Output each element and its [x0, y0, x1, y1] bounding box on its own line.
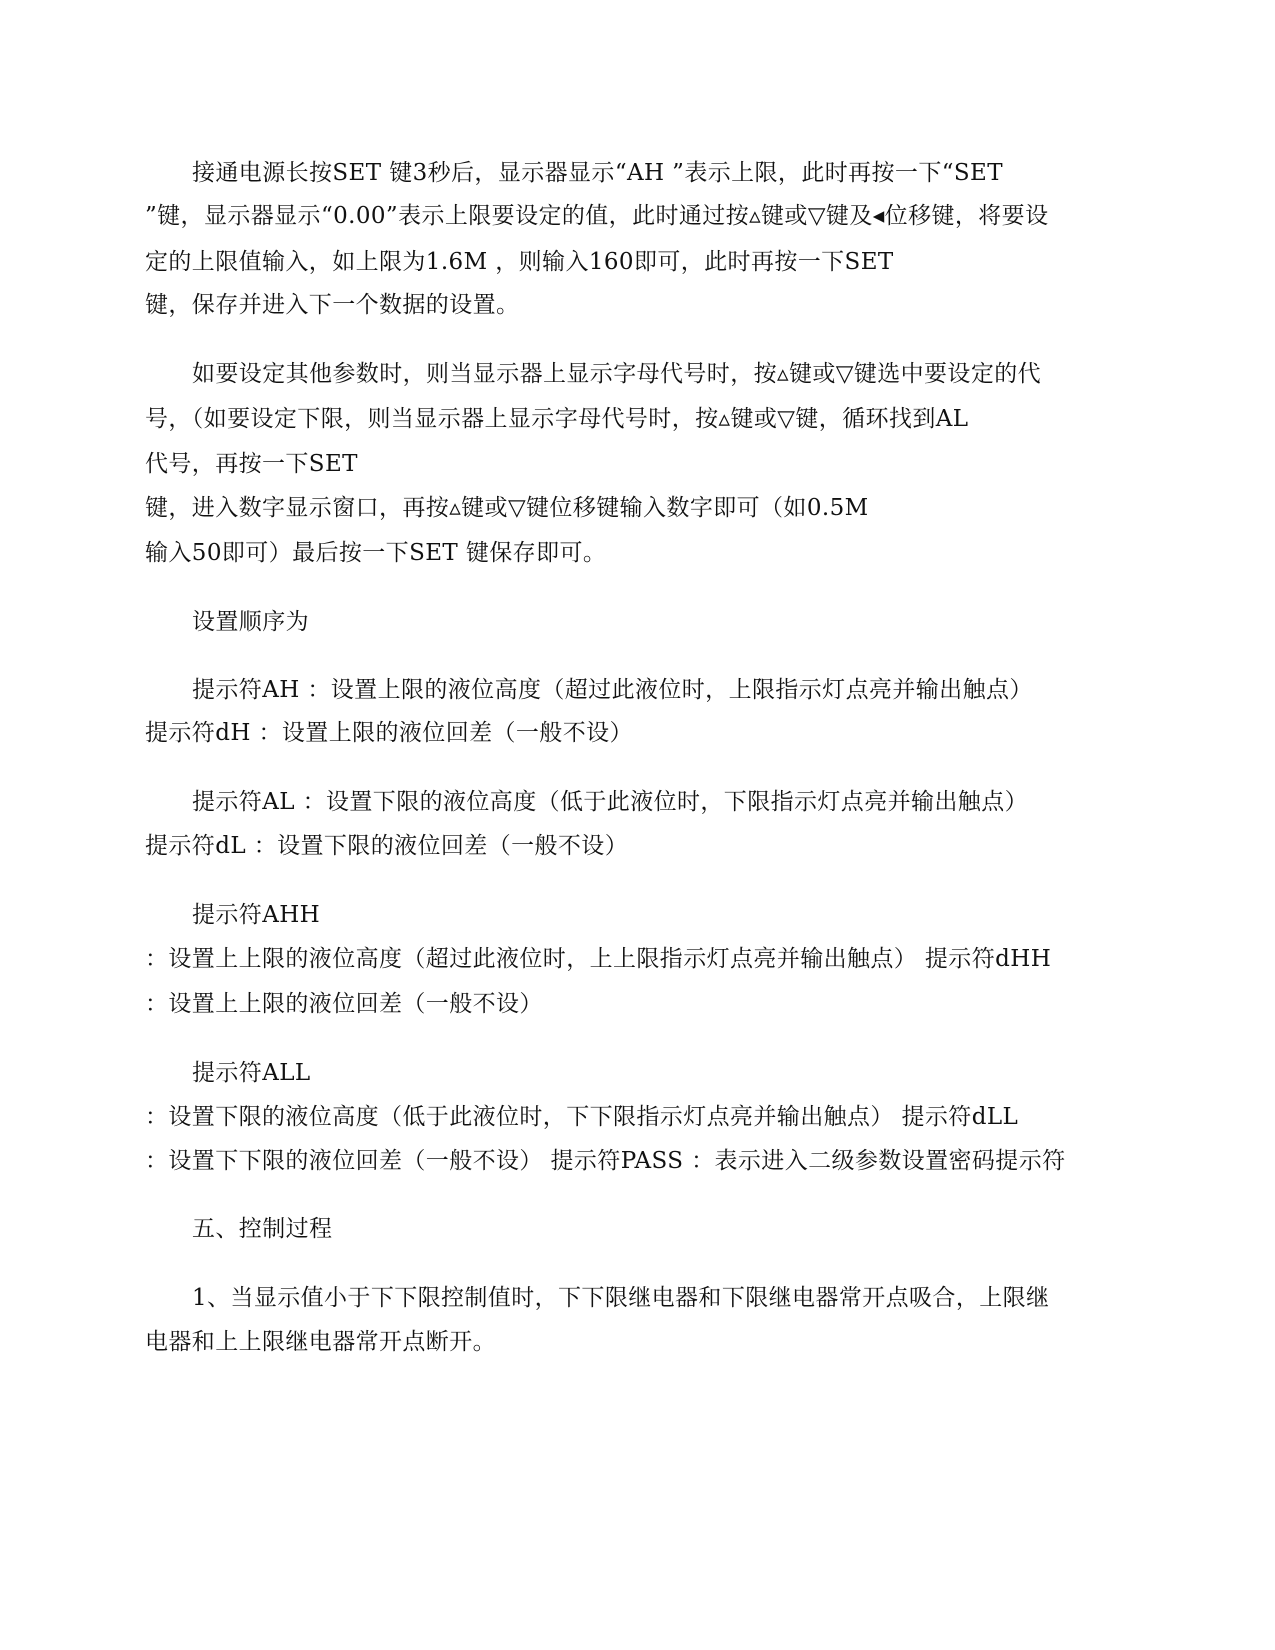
text-line: 1、当显示值小于下下限控制值时，下下限继电器和下限继电器常开点吸合，上限继: [192, 1285, 1050, 1311]
section-heading: 设置顺序为: [192, 609, 309, 635]
text-line: 定的上限值输入，如上限为1.6M ，则输入160即可，此时再按一下SET: [145, 249, 894, 275]
text-line: 提示符dL ：设置下限的液位回差（一般不设）: [145, 833, 629, 859]
text-line: 提示符ALL: [192, 1060, 311, 1086]
text-line: ：设置上上限的液位回差（一般不设）: [145, 991, 543, 1017]
text-line: 号，（如要设定下限，则当显示器上显示字母代号时，按▵键或▽键，循环找到AL: [145, 406, 969, 432]
text-line: 提示符AHH: [192, 902, 321, 928]
text-line: 输入50即可）最后按一下SET 键保存即可。: [145, 540, 607, 566]
text-line: 提示符dH ：设置上限的液位回差（一般不设）: [145, 720, 633, 746]
text-line: ：设置下下限的液位回差（一般不设） 提示符PASS ：表示进入二级参数设置密码提示符: [145, 1148, 1066, 1174]
text-line: 提示符AL ：设置下限的液位高度（低于此液位时，下限指示灯点亮并输出触点）: [192, 789, 1028, 815]
section-heading: 五、控制过程: [192, 1216, 333, 1242]
text-line: 提示符AH ：设置上限的液位高度（超过此液位时，上限指示灯点亮并输出触点）: [192, 677, 1033, 703]
text-line: 如要设定其他参数时，则当显示器上显示字母代号时，按▵键或▽键选中要设定的代: [192, 361, 1042, 387]
text-line: 键，进入数字显示窗口，再按▵键或▽键位移键输入数字即可（如0.5M: [145, 495, 869, 521]
text-line: 键，保存并进入下一个数据的设置。: [145, 292, 520, 318]
text-line: 电器和上上限继电器常开点断开。: [145, 1329, 496, 1355]
text-line: 接通电源长按SET 键3秒后，显示器显示“AH ”表示上限，此时再按一下“SET: [192, 160, 1003, 186]
text-line: ：设置下限的液位高度（低于此液位时，下下限指示灯点亮并输出触点） 提示符dLL: [145, 1104, 1019, 1130]
text-line: ：设置上上限的液位高度（超过此液位时，上上限指示灯点亮并输出触点） 提示符dHH: [145, 946, 1052, 972]
text-line: ”键，显示器显示“0.00”表示上限要设定的值，此时通过按▵键或▽键及◂位移键，将要设: [145, 203, 1049, 229]
text-line: 代号，再按一下SET: [145, 451, 358, 477]
